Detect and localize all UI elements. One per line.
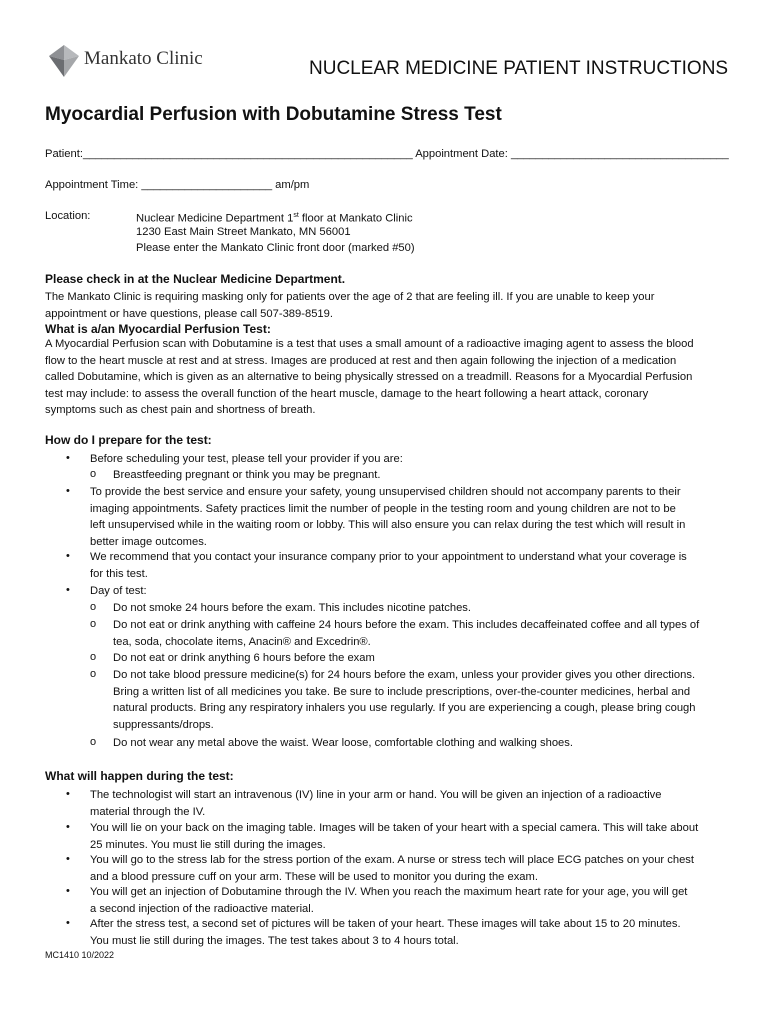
bullet: • [66,485,70,497]
sub-list-item: Do not smoke 24 hours before the exam. This includes nicotine patches. [113,602,471,614]
bullet: • [66,550,70,562]
bullet: • [66,821,70,833]
what-is-heading: What is a/an Myocardial Perfusion Test: [45,322,271,336]
bullet: • [66,452,70,464]
sub-bullet: o [90,736,97,748]
list-item: We recommend that you contact your insurance company prior to your appointment to understand what your coverage is for this test. [90,551,687,580]
list-item: Day of test: [90,585,147,597]
checkin-heading: Please check in at the Nuclear Medicine Department. [45,272,346,286]
location-line-1: Nuclear Medicine Department 1st floor at Mankato Clinic [136,212,413,225]
prepare-heading: How do I prepare for the test: [45,433,212,447]
bullet: • [66,917,70,929]
page-title: Myocardial Perfusion with Dobutamine Stress Test [45,104,502,125]
sub-list-item: Do not eat or drink anything 6 hours before the exam [113,652,375,664]
location-label: Location: [45,210,91,222]
logo-mark-icon [48,44,80,78]
sub-bullet: o [90,468,97,480]
bullet: • [66,788,70,800]
appointment-time-line: Appointment Time: _____________________ am/pm [45,179,310,191]
document-title: NUCLEAR MEDICINE PATIENT INSTRUCTIONS [309,58,729,79]
what-is-paragraph: A Myocardial Perfusion scan with Dobutamine is a test that uses a small amount of a radioactive imaging agent to assess the blood flow to the heart muscle at rest and at stress. Images are produced at rest and then again following the injection of a medication called Dobutamine, which is given as an alternative to being physically stressed on a treadmill. Reasons for a Myocardial Perfusion test may include: to assess the overall function of the heart muscle, damage to the heart following a heart attack, coronary symptoms such as chest pain and shortness of breath. [45,338,694,416]
checkin-paragraph: The Mankato Clinic is requiring masking only for patients over the age of 2 that are feeling ill. If you are unable to keep your appointment or have questions, please call 507-389-8519. [45,291,655,320]
bullet: • [66,584,70,596]
sub-list-item: Breastfeeding pregnant or think you may be pregnant. [113,469,381,481]
bullet: • [66,885,70,897]
sub-bullet: o [90,601,97,613]
logo-text: Mankato Clinic [84,48,203,69]
list-item: The technologist will start an intravenous (IV) line in your arm or hand. You will be given an injection of a radioactive material through the IV. [90,789,662,818]
list-item: You will lie on your back on the imaging table. Images will be taken of your heart with a special camera. This will take about 25 minutes. You must lie still during the images. [90,822,699,851]
sub-list-item: Do not eat or drink anything with caffeine 24 hours before the exam. This includes decaffeinated coffee and all types of tea, soda, chocolate items, Anacin® and Excedrin®. [113,619,700,648]
form-code-footer: MC1410 10/2022 [45,950,115,960]
during-heading: What will happen during the test: [45,769,234,783]
sub-list-item: Do not take blood pressure medicine(s) for 24 hours before the exam, unless your provider gives you other directions. Bring a written list of all medicines you take. Be sure to include prescriptions, over-the-counter medicines, herbal and natural products. Bring any respiratory inhalers you use regularly. If you are experiencing a cough, please bring cough suppressants/drops. [113,669,696,731]
list-item: You will get an injection of Dobutamine through the IV. When you reach the maximum heart rate for your age, you will get a second injection of the radioactive material. [90,886,688,915]
sub-bullet: o [90,668,97,680]
bullet: • [66,853,70,865]
list-item: To provide the best service and ensure your safety, young unsupervised children should not accompany parents to their imaging appointments. Safety practices limit the number of people in the testing room and young children are not to be left unsupervised while in the waiting room or lobby. This will also ensure you can relax during the test which will result in better image outcomes. [90,486,686,548]
mankato-clinic-logo [48,44,228,80]
sub-bullet: o [90,618,97,630]
location-line-3: Please enter the Mankato Clinic front door (marked #50) [136,242,415,254]
list-item: Before scheduling your test, please tell your provider if you are: [90,453,403,465]
list-item: You will go to the stress lab for the stress portion of the exam. A nurse or stress tech will place ECG patches on your chest and a blood pressure cuff on your arm. These will be used to monitor you during the exam. [90,854,695,883]
sub-list-item: Do not wear any metal above the waist. Wear loose, comfortable clothing and walking shoes. [113,737,573,749]
sub-bullet: o [90,651,97,663]
patient-appointment-date-line: Patient:_____________________________________________________ Appointment Date: ___________________________________ [45,148,729,160]
location-line-2: 1230 East Main Street Mankato, MN 56001 [136,226,351,238]
list-item: After the stress test, a second set of pictures will be taken of your heart. These images will take about 15 to 20 minutes. You must lie still during the images. The test takes about 3 to 4 hours total. [90,918,681,947]
